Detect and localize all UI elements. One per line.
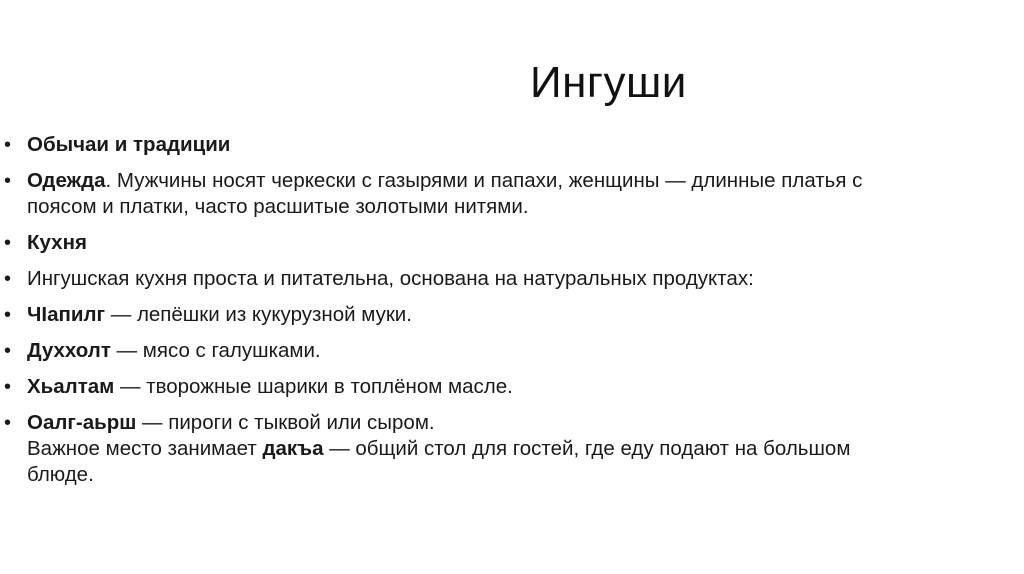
item-text: Важное место занимает (27, 437, 263, 460)
bullet-icon: • (4, 232, 12, 254)
bullet-icon: • (4, 412, 12, 434)
item-line-1 (27, 410, 877, 436)
item-heading: Кухня (27, 231, 87, 254)
list-item (2, 168, 907, 220)
item-line-2 (27, 436, 877, 488)
item-text: — творожные шарики в топлёном масле. (114, 375, 513, 398)
item-text: — пироги с тыквой или сыром. (136, 411, 435, 434)
item-heading: Хьалтам (27, 375, 115, 398)
bullet-icon: • (4, 268, 12, 290)
item-heading: ЧIапилг (27, 303, 106, 326)
item-heading: Одежда (27, 169, 106, 192)
list-item (2, 302, 927, 328)
slide-title: Ингуши (530, 58, 687, 107)
item-text: — общий стол для гостей, где еду подают на большом блюде. (27, 437, 851, 486)
item-heading: Обычаи и традиции (27, 133, 231, 156)
item-heading: Духхолт (27, 339, 111, 362)
bullet-icon: • (4, 304, 12, 326)
bullet-icon: • (4, 376, 12, 398)
item-text: Ингушская кухня проста и питательна, основана на натуральных продуктах: (27, 267, 754, 290)
item-text: . Мужчины носят черкески с газырями и папахи, женщины — длинные платья с поясом и платки, часто расшитые золотыми нитями. (27, 169, 863, 218)
bullet-icon: • (4, 170, 12, 192)
list-item (2, 338, 927, 364)
item-text: — мясо с галушками. (110, 339, 321, 362)
list-item (2, 374, 927, 400)
list-item (2, 230, 927, 256)
item-emphasis: дакъа (262, 437, 324, 460)
bullet-list (0, 132, 1000, 498)
list-item (2, 266, 927, 292)
item-text: — лепёшки из кукурузной муки. (105, 303, 412, 326)
bullet-icon: • (4, 134, 12, 156)
list-item (2, 410, 877, 488)
bullet-icon: • (4, 340, 12, 362)
item-heading: Оалг-аьрш (27, 411, 137, 434)
list-item (2, 132, 927, 158)
